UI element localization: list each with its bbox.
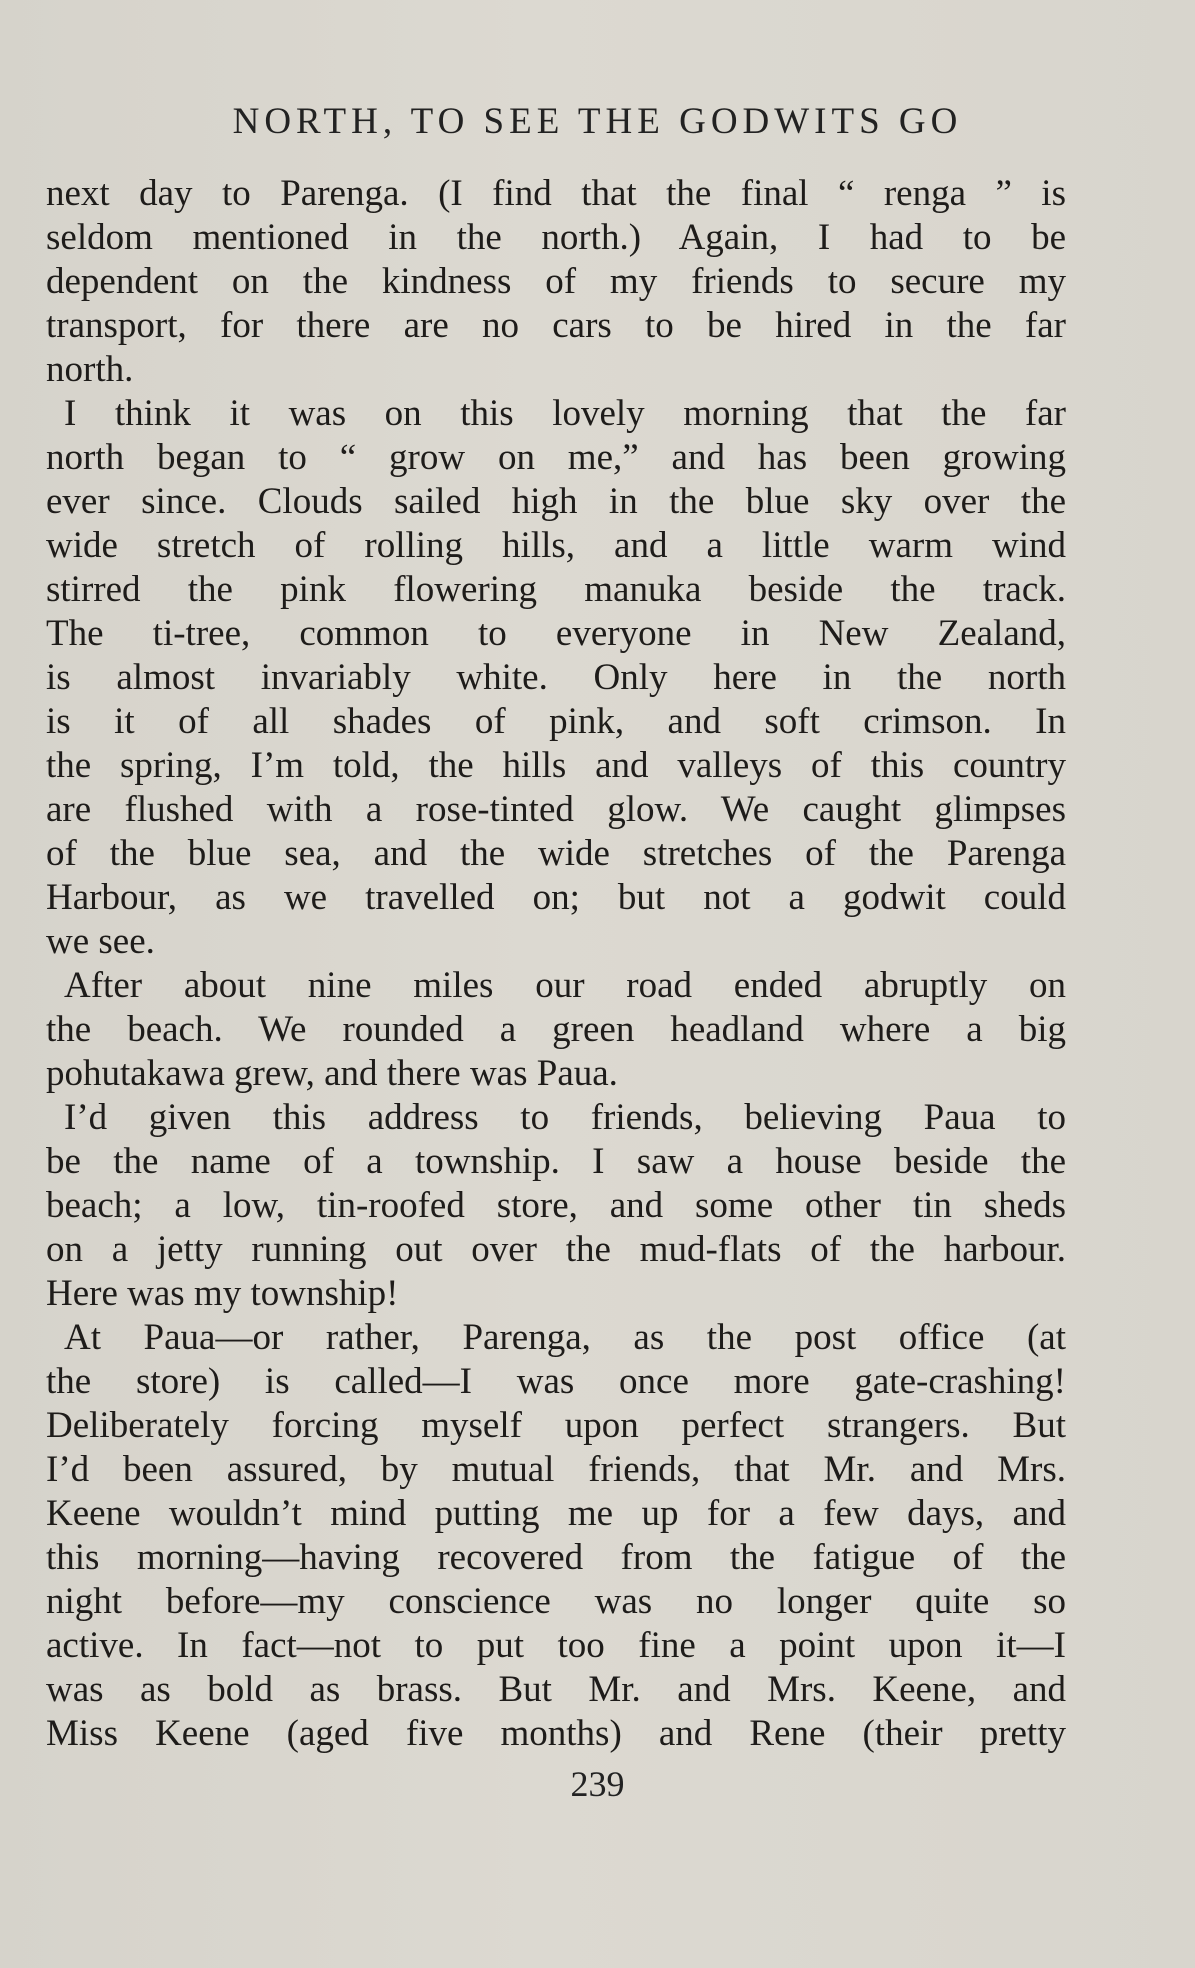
text-line: dependent on the kindness of my friends to secure my bbox=[46, 261, 1066, 302]
text-line: north began to “ grow on me,” and has been growing bbox=[46, 437, 1066, 478]
text-line: of the blue sea, and the wide stretches of the Parenga bbox=[46, 833, 1066, 874]
text-line: the spring, I’m told, the hills and valleys of this country bbox=[46, 745, 1066, 786]
text-line: ever since. Clouds sailed high in the blue sky over the bbox=[46, 481, 1066, 522]
text-line: are flushed with a rose-tinted glow. We caught glimpses bbox=[46, 789, 1066, 830]
text-line: next day to Parenga. (I find that the final “ renga ” is bbox=[46, 173, 1066, 214]
text-line: At Paua—or rather, Parenga, as the post office (at bbox=[64, 1317, 1066, 1358]
text-line: Miss Keene (aged five months) and Rene (their pretty bbox=[46, 1713, 1066, 1754]
text-line: was as bold as brass. But Mr. and Mrs. Keene, and bbox=[46, 1669, 1066, 1710]
text-line: is it of all shades of pink, and soft crimson. In bbox=[46, 701, 1066, 742]
text-line: on a jetty running out over the mud-flats of the harbour. bbox=[46, 1229, 1066, 1270]
running-head: NORTH, TO SEE THE GODWITS GO bbox=[232, 101, 963, 142]
page-number: 239 bbox=[570, 1764, 625, 1804]
text-line: be the name of a township. I saw a house beside the bbox=[46, 1141, 1066, 1182]
text-line: After about nine miles our road ended abruptly on bbox=[64, 965, 1066, 1006]
text-line: north. bbox=[46, 349, 134, 390]
text-line: I’d been assured, by mutual friends, that Mr. and Mrs. bbox=[46, 1449, 1066, 1490]
text-line: night before—my conscience was no longer quite so bbox=[46, 1581, 1066, 1622]
text-line: active. In fact—not to put too fine a point upon it—I bbox=[46, 1625, 1066, 1666]
text-line: seldom mentioned in the north.) Again, I had to be bbox=[46, 217, 1066, 258]
text-line: we see. bbox=[46, 921, 155, 962]
text-line: Here was my township! bbox=[46, 1273, 399, 1314]
text-line: stirred the pink flowering manuka beside the track. bbox=[46, 569, 1066, 610]
text-line: Keene wouldn’t mind putting me up for a few days, and bbox=[46, 1493, 1066, 1534]
text-line: pohutakawa grew, and there was Paua. bbox=[46, 1053, 618, 1094]
text-line: the store) is called—I was once more gate-crashing! bbox=[46, 1361, 1066, 1402]
body-text bbox=[46, 172, 1066, 1756]
text-line: this morning—having recovered from the fatigue of the bbox=[46, 1537, 1066, 1578]
text-line: I’d given this address to friends, believing Paua to bbox=[64, 1097, 1066, 1138]
text-line: wide stretch of rolling hills, and a little warm wind bbox=[46, 525, 1066, 566]
text-line: the beach. We rounded a green headland where a big bbox=[46, 1009, 1066, 1050]
text-line: Deliberately forcing myself upon perfect strangers. But bbox=[46, 1405, 1066, 1446]
text-line: Harbour, as we travelled on; but not a godwit could bbox=[46, 877, 1066, 918]
text-line: beach; a low, tin-roofed store, and some other tin sheds bbox=[46, 1185, 1066, 1226]
text-line: I think it was on this lovely morning that the far bbox=[64, 393, 1066, 434]
text-line: transport, for there are no cars to be hired in the far bbox=[46, 305, 1066, 346]
text-line: is almost invariably white. Only here in the north bbox=[46, 657, 1066, 698]
text-line: The ti-tree, common to everyone in New Zealand, bbox=[46, 613, 1066, 654]
